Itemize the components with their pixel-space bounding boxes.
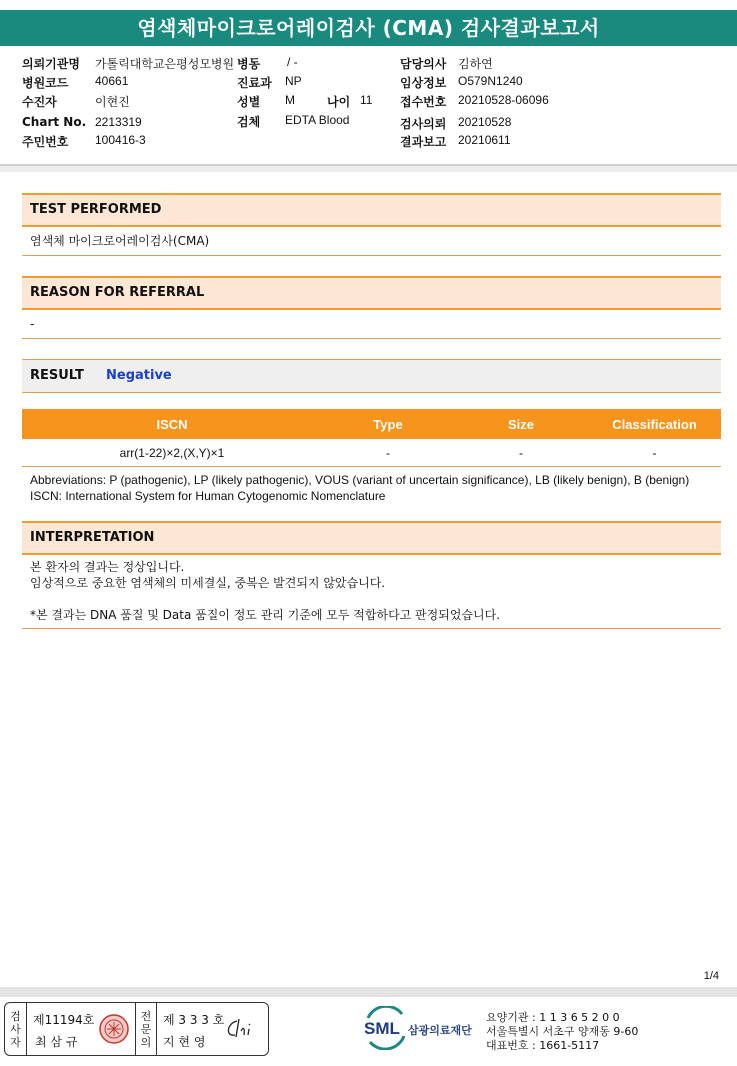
cell-size: - bbox=[519, 445, 523, 460]
footer-band bbox=[0, 987, 737, 997]
sex-value: M bbox=[285, 93, 295, 107]
hospital-label: 의뢰기관명 bbox=[22, 57, 80, 71]
institution-code: 요양기관 : 1 1 3 6 5 2 0 0 bbox=[486, 1011, 620, 1024]
specialist-tag-char: 문 bbox=[140, 1022, 152, 1036]
specialist-name: 지 현 영 bbox=[163, 1035, 206, 1049]
age-value: 11 bbox=[360, 93, 373, 107]
doctor-value: 김하연 bbox=[458, 57, 493, 71]
examiner-name: 최 삼 규 bbox=[35, 1035, 78, 1049]
institution-address: 서울특별시 서초구 양재동 9-60 bbox=[486, 1025, 639, 1038]
sex-label: 성별 bbox=[237, 95, 261, 109]
result-row bbox=[22, 359, 721, 393]
request-value: 20210528 bbox=[458, 115, 512, 129]
specialist-tag bbox=[135, 1003, 157, 1055]
header-band bbox=[0, 166, 737, 172]
ward-value: / - bbox=[287, 55, 298, 69]
examiner-tag bbox=[5, 1003, 27, 1055]
specimen-label: 검체 bbox=[237, 115, 261, 129]
col-size: Size bbox=[507, 416, 534, 432]
id-label: 주민번호 bbox=[22, 135, 69, 149]
patient-name-value: 이현진 bbox=[95, 95, 130, 109]
interpretation-heading: INTERPRETATION bbox=[22, 521, 721, 555]
hospital-value: 가톨릭대학교은평성모병원 bbox=[95, 57, 235, 71]
clinical-info-label: 임상정보 bbox=[400, 76, 447, 90]
abbreviations bbox=[30, 472, 689, 504]
signature-box bbox=[4, 1002, 269, 1056]
table-row bbox=[22, 439, 721, 467]
page-number: 1/4 bbox=[703, 970, 719, 982]
report-title: 염색체마이크로어레이검사 (CMA) 검사결과보고서 bbox=[0, 10, 737, 46]
hospital-code-value: 40661 bbox=[95, 74, 129, 88]
cell-type: - bbox=[386, 445, 390, 460]
interpretation-body bbox=[22, 556, 721, 629]
test-performed-heading: TEST PERFORMED bbox=[22, 193, 721, 227]
organization-info bbox=[486, 1011, 638, 1053]
patient-name-label: 수진자 bbox=[22, 95, 57, 109]
interpretation-line: 임상적으로 중요한 염색체의 미세결실, 중복은 발견되지 않았습니다. bbox=[30, 576, 386, 590]
department-value: NP bbox=[285, 74, 302, 88]
examiner-tag-char: 검 bbox=[10, 1009, 21, 1023]
result-label: RESULT bbox=[30, 368, 84, 383]
quality-note: *본 결과는 DNA 품질 및 Data 품질이 정도 관리 기준에 모두 적합하다고 판정되었습니다. bbox=[30, 608, 501, 622]
chart-value: 2213319 bbox=[95, 115, 142, 129]
cell-iscn: arr(1-22)×2,(X,Y)×1 bbox=[119, 445, 225, 460]
doctor-label: 담당의사 bbox=[400, 57, 447, 71]
report-date-value: 20210611 bbox=[458, 133, 511, 147]
interpretation-line: 본 환자의 결과는 정상입니다. bbox=[30, 560, 185, 574]
cell-classification: - bbox=[652, 445, 657, 460]
report-date-label: 결과보고 bbox=[400, 135, 447, 149]
result-value: Negative bbox=[106, 368, 172, 383]
specialist-tag-char: 의 bbox=[140, 1035, 152, 1049]
ward-label: 병동 bbox=[237, 57, 261, 71]
foundation-name: 삼광의료재단 bbox=[408, 1024, 472, 1037]
id-value: 100416-3 bbox=[95, 133, 146, 147]
examiner-tag-char: 자 bbox=[10, 1035, 21, 1049]
referral-heading: REASON FOR REFERRAL bbox=[22, 276, 721, 310]
institution-phone: 대표번호 : 1661-5117 bbox=[486, 1039, 600, 1052]
referral-value: - bbox=[22, 310, 721, 339]
col-classification: Classification bbox=[612, 416, 697, 432]
seal-icon bbox=[97, 1012, 131, 1046]
sml-logo-letters: SML bbox=[364, 1019, 400, 1038]
hospital-code-label: 병원코드 bbox=[22, 76, 69, 90]
examiner-tag-char: 사 bbox=[10, 1022, 21, 1036]
sml-logo-icon bbox=[362, 1006, 410, 1050]
patient-info bbox=[0, 55, 737, 165]
chart-label: Chart No. bbox=[22, 115, 87, 129]
result-table-header bbox=[22, 409, 721, 439]
signature-icon bbox=[223, 1015, 263, 1043]
test-performed-value: 염색체 마이크로어레이검사(CMA) bbox=[22, 227, 721, 256]
clinical-info-value: O579N1240 bbox=[458, 74, 523, 88]
request-label: 검사의뢰 bbox=[400, 117, 447, 131]
abbreviations-line: Abbreviations: P (pathogenic), LP (likely pathogenic), VOUS (variant of uncertain significance), LB (likely benign), B (benign) bbox=[30, 473, 690, 487]
specialist-tag-char: 전 bbox=[140, 1009, 152, 1023]
iscn-definition: ISCN: International System for Human Cytogenomic Nomenclature bbox=[30, 489, 386, 503]
receipt-label: 접수번호 bbox=[400, 95, 447, 109]
examiner-license: 제11194호 bbox=[33, 1013, 95, 1027]
col-type: Type bbox=[373, 416, 403, 432]
receipt-value: 20210528-06096 bbox=[458, 93, 549, 107]
specialist-license: 제 3 3 3 호 bbox=[163, 1013, 225, 1027]
age-label: 나이 bbox=[327, 95, 351, 109]
specimen-value: EDTA Blood bbox=[285, 113, 350, 127]
col-iscn: ISCN bbox=[156, 416, 188, 432]
department-label: 진료과 bbox=[237, 76, 272, 90]
